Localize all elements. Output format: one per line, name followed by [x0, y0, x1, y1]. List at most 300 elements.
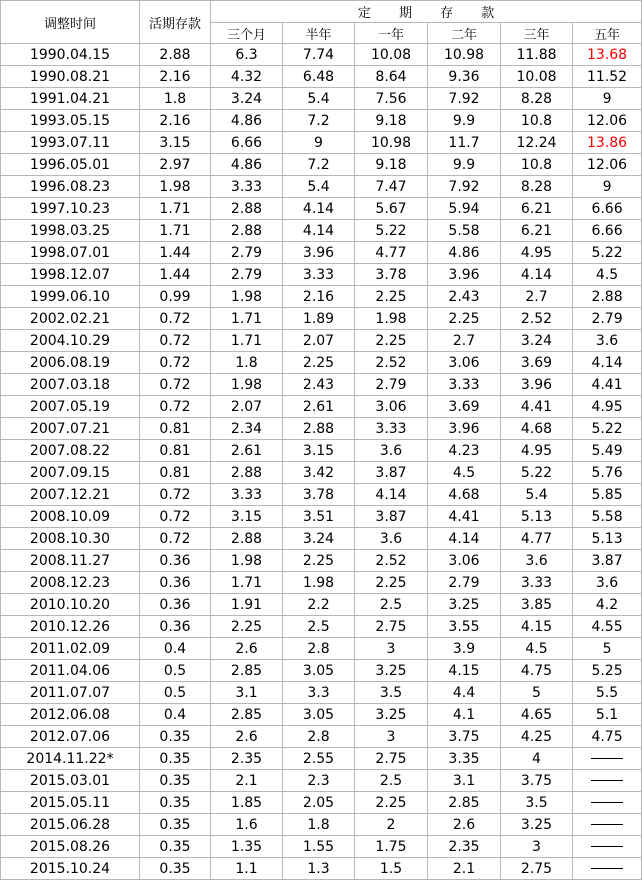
cell-demand-rate: 0.4: [140, 704, 211, 726]
cell-term-5y: 4.95: [573, 396, 642, 418]
cell-date: 2015.05.11: [1, 792, 140, 814]
cell-demand-rate: 2.97: [140, 154, 211, 176]
cell-term-5y-empty: [573, 858, 642, 880]
header-term-1y: 一年: [355, 23, 428, 44]
cell-date: 2007.12.21: [1, 484, 140, 506]
cell-term-3m: 2.25: [211, 616, 283, 638]
cell-term-2y: 2.7: [428, 330, 501, 352]
cell-term-6m: 3.51: [283, 506, 355, 528]
table-row: [1, 88, 642, 110]
cell-term-6m: 3.78: [283, 484, 355, 506]
cell-demand-rate: 0.35: [140, 836, 211, 858]
table-row: [1, 858, 642, 880]
cell-term-3m: 6.66: [211, 132, 283, 154]
table-row: [1, 220, 642, 242]
header-term-5y: 五年: [573, 23, 642, 44]
cell-term-6m: 2.05: [283, 792, 355, 814]
cell-demand-rate: 1.8: [140, 88, 211, 110]
cell-term-3m: 1.98: [211, 374, 283, 396]
cell-date: 2010.10.20: [1, 594, 140, 616]
cell-term-3y: 4.15: [501, 616, 573, 638]
table-row: [1, 330, 642, 352]
cell-term-3m: 2.61: [211, 440, 283, 462]
cell-demand-rate: 3.15: [140, 132, 211, 154]
cell-term-1y: 2.52: [355, 550, 428, 572]
cell-term-3m: 3.15: [211, 506, 283, 528]
cell-term-2y: 4.4: [428, 682, 501, 704]
cell-term-3m: 4.86: [211, 154, 283, 176]
cell-term-5y: 5.1: [573, 704, 642, 726]
cell-term-5y: 11.52: [573, 66, 642, 88]
cell-term-1y: 9.18: [355, 110, 428, 132]
table-row: [1, 418, 642, 440]
cell-date: 2011.02.09: [1, 638, 140, 660]
cell-term-3y: 5: [501, 682, 573, 704]
cell-term-6m: 2.3: [283, 770, 355, 792]
cell-term-3m: 2.85: [211, 704, 283, 726]
cell-term-2y: 10.98: [428, 44, 501, 66]
cell-term-1y: 2.25: [355, 286, 428, 308]
cell-term-3y: 4.68: [501, 418, 573, 440]
cell-term-2y: 3.96: [428, 264, 501, 286]
cell-term-2y: 2.6: [428, 814, 501, 836]
table-row: [1, 550, 642, 572]
cell-term-3m: 3.33: [211, 176, 283, 198]
cell-term-6m: 2.8: [283, 726, 355, 748]
cell-demand-rate: 1.44: [140, 264, 211, 286]
cell-term-1y: 1.75: [355, 836, 428, 858]
cell-term-1y: 3.25: [355, 704, 428, 726]
cell-term-1y: 2.75: [355, 748, 428, 770]
cell-term-6m: 3.42: [283, 462, 355, 484]
cell-date: 2008.10.09: [1, 506, 140, 528]
cell-demand-rate: 0.5: [140, 660, 211, 682]
table-row: [1, 748, 642, 770]
cell-term-5y: 12.06: [573, 110, 642, 132]
cell-term-1y: 7.56: [355, 88, 428, 110]
cell-term-3m: 1.98: [211, 286, 283, 308]
cell-date: 2011.07.07: [1, 682, 140, 704]
cell-demand-rate: 0.72: [140, 528, 211, 550]
cell-term-3y: 4.25: [501, 726, 573, 748]
cell-term-3y: 4.95: [501, 242, 573, 264]
cell-term-2y: 3.1: [428, 770, 501, 792]
cell-date: 1996.08.23: [1, 176, 140, 198]
cell-term-3y: 2.7: [501, 286, 573, 308]
cell-term-3m: 1.8: [211, 352, 283, 374]
table-row: [1, 528, 642, 550]
cell-term-5y: 3.6: [573, 572, 642, 594]
cell-date: 2012.06.08: [1, 704, 140, 726]
cell-demand-rate: 1.44: [140, 242, 211, 264]
cell-term-1y: 4.14: [355, 484, 428, 506]
cell-date: 1998.12.07: [1, 264, 140, 286]
cell-term-1y: 7.47: [355, 176, 428, 198]
cell-term-6m: 3.96: [283, 242, 355, 264]
cell-term-3y: 10.08: [501, 66, 573, 88]
cell-term-2y: 2.85: [428, 792, 501, 814]
dash-mark: [591, 868, 623, 869]
cell-term-2y: 9.9: [428, 154, 501, 176]
cell-term-3m: 3.33: [211, 484, 283, 506]
cell-term-6m: 5.4: [283, 176, 355, 198]
header-term-2y: 二年: [428, 23, 501, 44]
cell-term-3m: 4.32: [211, 66, 283, 88]
cell-demand-rate: 0.99: [140, 286, 211, 308]
table-row: [1, 176, 642, 198]
cell-date: 1998.03.25: [1, 220, 140, 242]
cell-term-1y: 3.25: [355, 660, 428, 682]
cell-date: 2002.02.21: [1, 308, 140, 330]
table-row: [1, 440, 642, 462]
cell-term-5y: 2.79: [573, 308, 642, 330]
cell-term-3m: 1.98: [211, 550, 283, 572]
cell-term-5y: 3.87: [573, 550, 642, 572]
cell-term-2y: 7.92: [428, 88, 501, 110]
cell-term-5y-empty: [573, 748, 642, 770]
cell-term-3y: 5.13: [501, 506, 573, 528]
cell-term-6m: 7.74: [283, 44, 355, 66]
cell-term-3y: 3.6: [501, 550, 573, 572]
cell-term-6m: 2.07: [283, 330, 355, 352]
cell-term-3m: 2.88: [211, 528, 283, 550]
dash-mark: [591, 758, 623, 759]
table-row: [1, 836, 642, 858]
cell-term-6m: 2.25: [283, 352, 355, 374]
cell-term-3y: 3.85: [501, 594, 573, 616]
cell-term-3m: 3.1: [211, 682, 283, 704]
cell-date: 1990.04.15: [1, 44, 140, 66]
cell-term-2y: 7.92: [428, 176, 501, 198]
cell-term-3m: 2.35: [211, 748, 283, 770]
cell-date: 2015.06.28: [1, 814, 140, 836]
cell-term-2y: 3.96: [428, 418, 501, 440]
cell-demand-rate: 0.35: [140, 726, 211, 748]
cell-demand-rate: 0.36: [140, 550, 211, 572]
cell-term-2y: 9.36: [428, 66, 501, 88]
cell-term-3y: 3.24: [501, 330, 573, 352]
cell-term-2y: 4.14: [428, 528, 501, 550]
cell-date: 1998.07.01: [1, 242, 140, 264]
cell-date: 2015.08.26: [1, 836, 140, 858]
cell-term-5y: 4.14: [573, 352, 642, 374]
cell-term-1y: 2: [355, 814, 428, 836]
cell-term-3y: 3: [501, 836, 573, 858]
cell-term-2y: 9.9: [428, 110, 501, 132]
cell-term-3y: 3.5: [501, 792, 573, 814]
table-row: [1, 242, 642, 264]
cell-demand-rate: 1.71: [140, 220, 211, 242]
cell-term-5y: 5.5: [573, 682, 642, 704]
cell-term-1y: 3: [355, 638, 428, 660]
cell-term-2y: 11.7: [428, 132, 501, 154]
table-body: [1, 44, 642, 880]
cell-date: 2008.10.30: [1, 528, 140, 550]
cell-term-6m: 4.14: [283, 198, 355, 220]
cell-term-2y: 3.06: [428, 352, 501, 374]
cell-term-3y: 12.24: [501, 132, 573, 154]
table-row: [1, 770, 642, 792]
cell-term-3m: 1.71: [211, 308, 283, 330]
table-row: [1, 132, 642, 154]
cell-term-6m: 3.05: [283, 660, 355, 682]
cell-term-3m: 2.1: [211, 770, 283, 792]
header-row-top: [1, 1, 642, 23]
cell-date: 1991.04.21: [1, 88, 140, 110]
cell-term-3y: 5.22: [501, 462, 573, 484]
cell-term-5y: 5.13: [573, 528, 642, 550]
cell-term-2y: 4.5: [428, 462, 501, 484]
cell-date: 2015.10.24: [1, 858, 140, 880]
cell-date: 2008.12.23: [1, 572, 140, 594]
cell-term-2y: 2.79: [428, 572, 501, 594]
header-fixed-deposit: 定 期 存 款: [211, 1, 642, 23]
cell-term-3m: 2.34: [211, 418, 283, 440]
cell-term-3m: 2.6: [211, 638, 283, 660]
cell-date: 2012.07.06: [1, 726, 140, 748]
cell-term-2y: 3.06: [428, 550, 501, 572]
cell-term-5y: 5.49: [573, 440, 642, 462]
cell-term-1y: 9.18: [355, 154, 428, 176]
table-row: [1, 352, 642, 374]
cell-term-5y: 4.2: [573, 594, 642, 616]
cell-term-1y: 10.08: [355, 44, 428, 66]
cell-term-6m: 3.05: [283, 704, 355, 726]
cell-term-5y-empty: [573, 770, 642, 792]
table-row: [1, 66, 642, 88]
cell-term-1y: 1.5: [355, 858, 428, 880]
cell-term-6m: 2.8: [283, 638, 355, 660]
cell-term-1y: 2.75: [355, 616, 428, 638]
cell-term-3y: 3.96: [501, 374, 573, 396]
cell-demand-rate: 0.72: [140, 374, 211, 396]
table-row: [1, 616, 642, 638]
cell-term-5y: 9: [573, 88, 642, 110]
cell-demand-rate: 1.98: [140, 176, 211, 198]
cell-term-1y: 2.25: [355, 330, 428, 352]
cell-date: 2007.07.21: [1, 418, 140, 440]
cell-term-6m: 2.61: [283, 396, 355, 418]
cell-term-3y: 4.77: [501, 528, 573, 550]
cell-term-3y: 3.25: [501, 814, 573, 836]
cell-term-6m: 1.3: [283, 858, 355, 880]
table-row: [1, 572, 642, 594]
cell-term-5y: 5.85: [573, 484, 642, 506]
table-row: [1, 594, 642, 616]
dash-mark: [591, 824, 623, 825]
cell-term-3m: 2.88: [211, 462, 283, 484]
cell-term-2y: 2.25: [428, 308, 501, 330]
cell-term-1y: 2.25: [355, 792, 428, 814]
cell-date: 2008.11.27: [1, 550, 140, 572]
cell-term-1y: 2.5: [355, 594, 428, 616]
table-row: [1, 154, 642, 176]
cell-term-6m: 2.43: [283, 374, 355, 396]
cell-term-6m: 2.25: [283, 550, 355, 572]
cell-term-6m: 2.88: [283, 418, 355, 440]
cell-term-6m: 2.16: [283, 286, 355, 308]
cell-term-2y: 3.9: [428, 638, 501, 660]
cell-demand-rate: 2.16: [140, 66, 211, 88]
cell-term-3m: 1.85: [211, 792, 283, 814]
cell-term-3y: 10.8: [501, 154, 573, 176]
cell-term-3y: 4: [501, 748, 573, 770]
table-row: [1, 704, 642, 726]
cell-term-3m: 2.88: [211, 220, 283, 242]
cell-demand-rate: 2.88: [140, 44, 211, 66]
cell-term-5y: 5: [573, 638, 642, 660]
cell-term-2y: 5.58: [428, 220, 501, 242]
cell-term-3m: 1.1: [211, 858, 283, 880]
cell-term-3y: 8.28: [501, 176, 573, 198]
table-row: [1, 814, 642, 836]
cell-demand-rate: 0.35: [140, 814, 211, 836]
cell-term-2y: 5.94: [428, 198, 501, 220]
cell-term-3m: 4.86: [211, 110, 283, 132]
cell-term-3m: 2.79: [211, 242, 283, 264]
cell-term-1y: 3.06: [355, 396, 428, 418]
cell-term-1y: 8.64: [355, 66, 428, 88]
cell-date: 2007.05.19: [1, 396, 140, 418]
cell-date: 1993.07.11: [1, 132, 140, 154]
cell-term-3y: 5.4: [501, 484, 573, 506]
header-demand-deposit: 活期存款: [140, 1, 211, 44]
cell-term-5y: 5.76: [573, 462, 642, 484]
cell-term-6m: 7.2: [283, 110, 355, 132]
cell-term-2y: 4.41: [428, 506, 501, 528]
cell-demand-rate: 0.36: [140, 594, 211, 616]
cell-demand-rate: 0.72: [140, 484, 211, 506]
cell-term-3y: 4.65: [501, 704, 573, 726]
cell-term-3m: 1.91: [211, 594, 283, 616]
cell-term-1y: 5.22: [355, 220, 428, 242]
header-term-3m: 三个月: [211, 23, 283, 44]
table-row: [1, 286, 642, 308]
cell-date: 1993.05.15: [1, 110, 140, 132]
header-term-3y: 三年: [501, 23, 573, 44]
cell-term-3y: 4.41: [501, 396, 573, 418]
cell-term-1y: 2.79: [355, 374, 428, 396]
cell-term-6m: 1.55: [283, 836, 355, 858]
cell-term-1y: 5.67: [355, 198, 428, 220]
cell-term-3m: 6.3: [211, 44, 283, 66]
cell-term-2y: 4.1: [428, 704, 501, 726]
cell-term-2y: 4.86: [428, 242, 501, 264]
cell-term-3m: 2.07: [211, 396, 283, 418]
table-row: [1, 638, 642, 660]
table-row: [1, 308, 642, 330]
cell-term-6m: 3.33: [283, 264, 355, 286]
cell-term-2y: 2.43: [428, 286, 501, 308]
cell-term-2y: 4.15: [428, 660, 501, 682]
table-row: [1, 660, 642, 682]
cell-term-1y: 2.25: [355, 572, 428, 594]
cell-term-5y: 3.6: [573, 330, 642, 352]
dash-mark: [591, 780, 623, 781]
cell-term-3y: 4.5: [501, 638, 573, 660]
cell-term-1y: 3.78: [355, 264, 428, 286]
cell-term-6m: 2.55: [283, 748, 355, 770]
table-row: [1, 396, 642, 418]
cell-date: 1990.08.21: [1, 66, 140, 88]
cell-term-1y: 3.87: [355, 506, 428, 528]
cell-term-5y: 5.22: [573, 242, 642, 264]
cell-demand-rate: 0.4: [140, 638, 211, 660]
table-row: [1, 264, 642, 286]
table-row: [1, 682, 642, 704]
cell-term-5y: 4.75: [573, 726, 642, 748]
cell-demand-rate: 0.36: [140, 616, 211, 638]
cell-term-1y: 3.87: [355, 462, 428, 484]
cell-term-2y: 3.33: [428, 374, 501, 396]
cell-term-2y: 3.25: [428, 594, 501, 616]
cell-demand-rate: 1.71: [140, 198, 211, 220]
cell-term-5y: 5.22: [573, 418, 642, 440]
cell-term-1y: 3: [355, 726, 428, 748]
table-row: [1, 506, 642, 528]
cell-term-3m: 1.71: [211, 330, 283, 352]
dash-mark: [591, 846, 623, 847]
cell-term-5y: 6.66: [573, 220, 642, 242]
cell-term-6m: 1.8: [283, 814, 355, 836]
cell-term-1y: 3.5: [355, 682, 428, 704]
cell-term-3y: 2.52: [501, 308, 573, 330]
cell-term-3m: 3.24: [211, 88, 283, 110]
cell-demand-rate: 0.35: [140, 858, 211, 880]
cell-term-3y: 6.21: [501, 198, 573, 220]
cell-term-6m: 7.2: [283, 154, 355, 176]
table-row: [1, 726, 642, 748]
cell-term-5y: 4.41: [573, 374, 642, 396]
cell-date: 2007.03.18: [1, 374, 140, 396]
cell-term-3m: 1.6: [211, 814, 283, 836]
cell-term-3m: 2.6: [211, 726, 283, 748]
cell-term-3m: 1.71: [211, 572, 283, 594]
cell-term-2y: 4.68: [428, 484, 501, 506]
cell-term-1y: 10.98: [355, 132, 428, 154]
cell-term-3y: 11.88: [501, 44, 573, 66]
cell-demand-rate: 0.36: [140, 572, 211, 594]
cell-term-1y: 3.6: [355, 440, 428, 462]
cell-term-3y: 4.75: [501, 660, 573, 682]
cell-date: 2006.08.19: [1, 352, 140, 374]
cell-term-6m: 3.3: [283, 682, 355, 704]
cell-term-3y: 3.75: [501, 770, 573, 792]
cell-term-3y: 6.21: [501, 220, 573, 242]
cell-demand-rate: 0.81: [140, 418, 211, 440]
table-row: [1, 44, 642, 66]
cell-term-5y: 9: [573, 176, 642, 198]
cell-term-5y: 4.5: [573, 264, 642, 286]
header-term-6m: 半年: [283, 23, 355, 44]
cell-date: 1999.06.10: [1, 286, 140, 308]
cell-term-6m: 3.15: [283, 440, 355, 462]
cell-term-2y: 4.23: [428, 440, 501, 462]
cell-term-5y: 4.55: [573, 616, 642, 638]
cell-date: 2007.08.22: [1, 440, 140, 462]
cell-demand-rate: 0.72: [140, 330, 211, 352]
cell-term-5y: 2.88: [573, 286, 642, 308]
cell-term-1y: 3.33: [355, 418, 428, 440]
cell-demand-rate: 0.81: [140, 440, 211, 462]
cell-date: 2010.12.26: [1, 616, 140, 638]
cell-term-2y: 3.69: [428, 396, 501, 418]
cell-term-5y-empty: [573, 792, 642, 814]
cell-date: 1996.05.01: [1, 154, 140, 176]
cell-term-2y: 3.55: [428, 616, 501, 638]
cell-date: 2007.09.15: [1, 462, 140, 484]
cell-demand-rate: 0.72: [140, 506, 211, 528]
